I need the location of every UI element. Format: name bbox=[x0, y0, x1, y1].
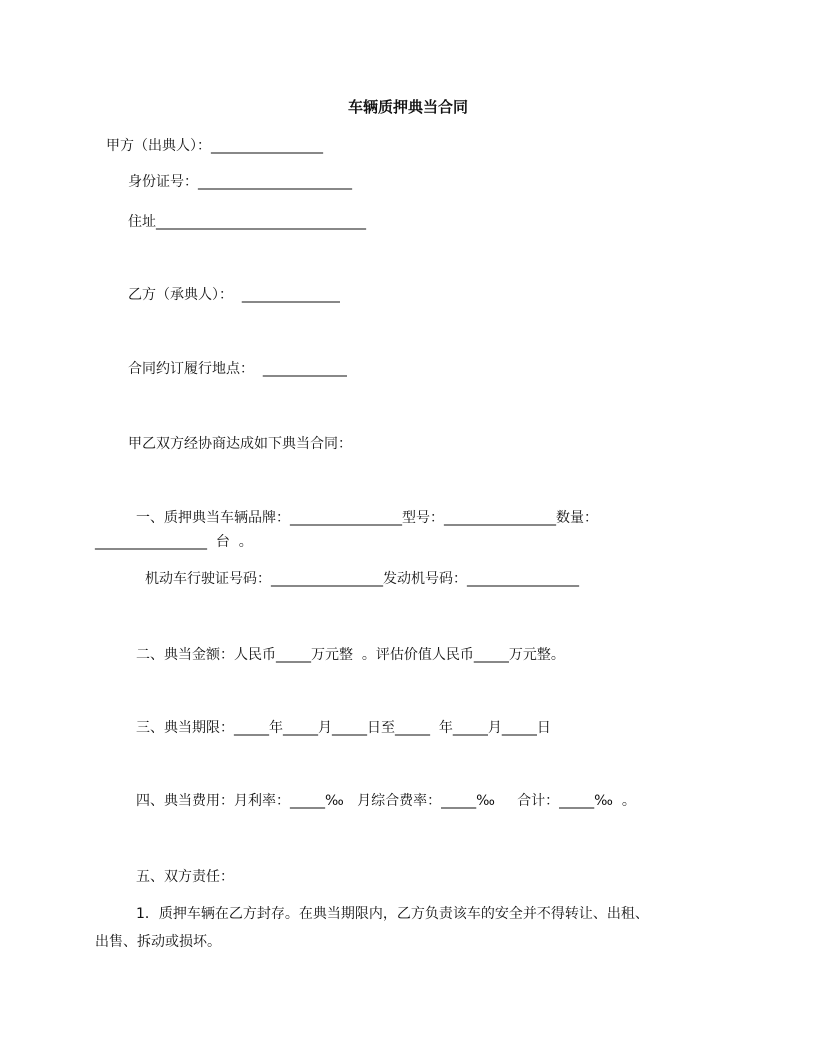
clause-1-vehicle-line: 一、质押典当车辆品牌：________________型号：________________数量： bbox=[136, 510, 598, 526]
clause-5-item-1-line-2: 出售、拆动或损坏。 bbox=[95, 934, 221, 950]
clause-1-quantity-line: ________________ 台 。 bbox=[95, 534, 253, 550]
party-a-field: 甲方（出典人）：________________ bbox=[106, 138, 323, 154]
party-b-field: 乙方（承典人）： ______________ bbox=[128, 287, 340, 303]
intro-text: 甲乙双方经协商达成如下典当合同： bbox=[128, 436, 352, 452]
clause-4-fees: 四、典当费用：月利率：_____‰ 月综合费率：_____‰ 合计：_____‰ 。 bbox=[136, 793, 636, 809]
id-number-field: 身份证号：______________________ bbox=[128, 174, 352, 190]
clause-3-term: 三、典当期限：_____年_____月_____日至_____ 年_____月_____日 bbox=[136, 720, 551, 736]
clause-2-amount: 二、典当金额：人民币_____万元整 。评估价值人民币_____万元整。 bbox=[136, 647, 565, 663]
document-title: 车辆质押典当合同 bbox=[347, 98, 468, 116]
address-field: 住址______________________________ bbox=[128, 214, 366, 230]
clause-5-heading: 五、双方责任： bbox=[136, 869, 234, 885]
clause-1-license-line: 机动车行驶证号码：________________发动机号码：________________ bbox=[145, 571, 579, 587]
clause-5-item-1-line-1: 1．质押车辆在乙方封存。在典当期限内，乙方负责该车的安全并不得转让、出租、 bbox=[136, 906, 649, 922]
contract-place-field: 合同约订履行地点： ____________ bbox=[128, 361, 347, 377]
